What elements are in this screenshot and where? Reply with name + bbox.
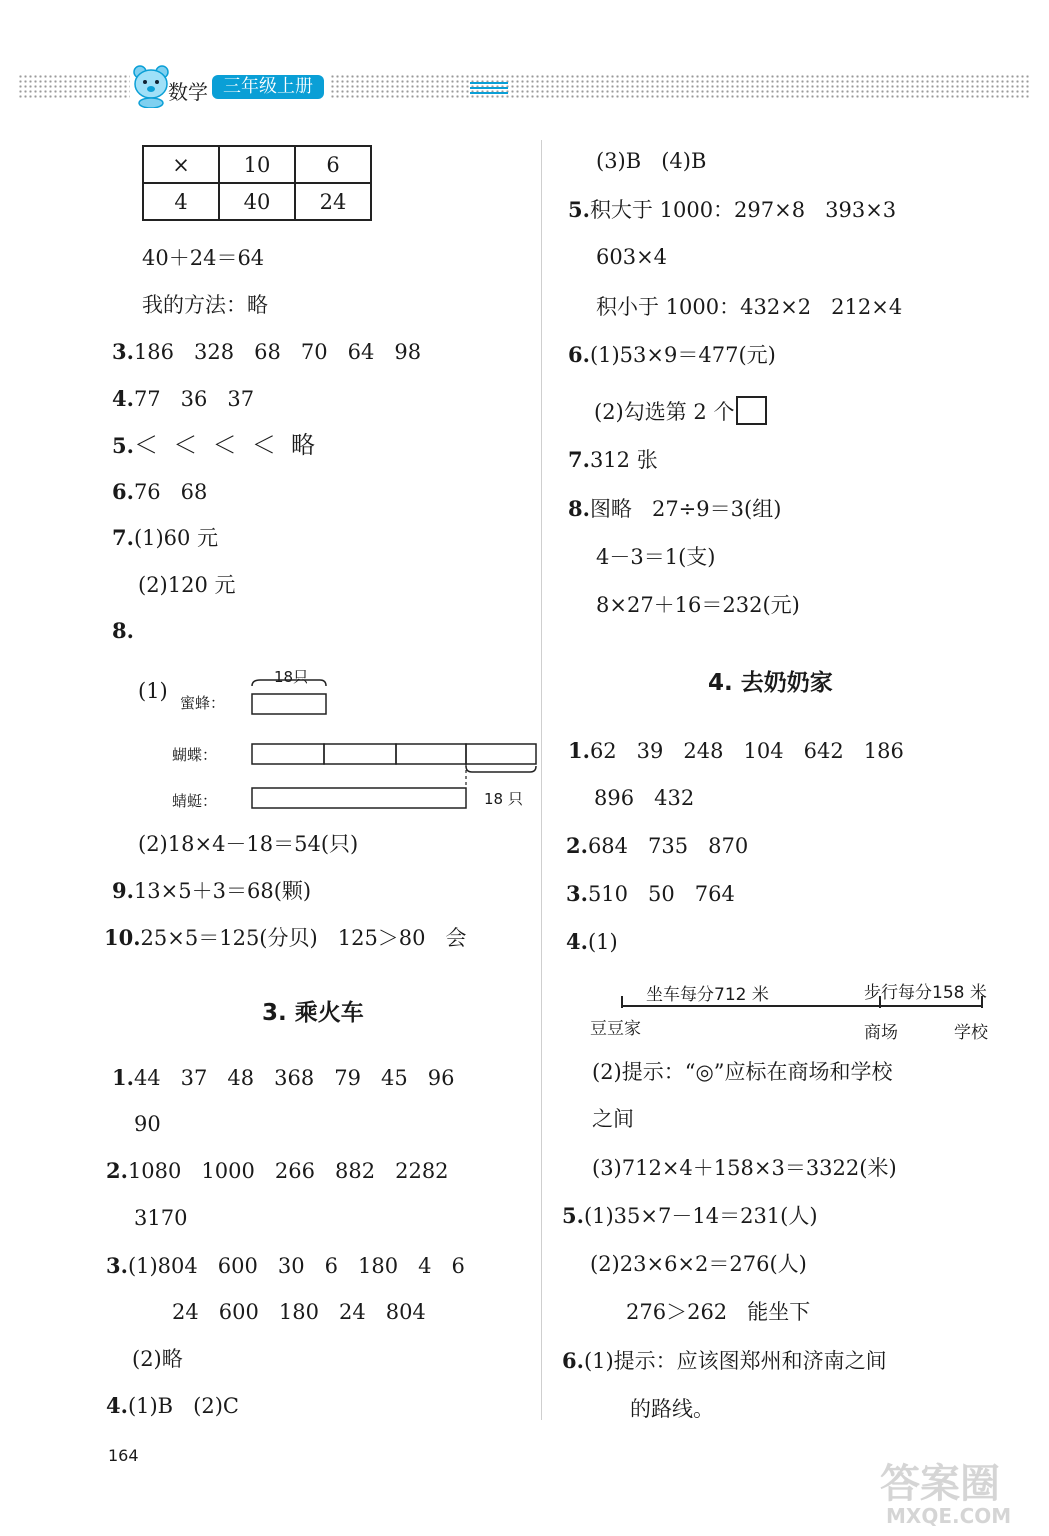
answer-line [138,572,236,598]
multiplication-table [142,145,372,221]
answer-line [596,148,706,174]
mall-label: 商场 [864,1023,898,1043]
answer-line [590,1251,807,1277]
answer-text: 4－3＝1(支) [596,545,716,569]
butterfly-bar-segment [466,744,536,764]
bee-label: 蜜蜂： [180,694,226,712]
question-number: 1. [568,738,590,763]
q8-part2: (2)18×4－18＝54(只) [138,832,359,856]
answer-text: 24 600 180 24 804 [172,1300,426,1324]
answer-line [566,929,618,955]
question-number: 7. [568,447,590,472]
answer-line [562,1348,887,1374]
answer-text: 8×27＋16＝232(元) [596,593,800,617]
answer-line [562,1203,818,1229]
answer-text: (3)712×4＋158×3＝3322(米) [592,1156,897,1180]
answer-line [104,925,467,951]
answer-text: 44 37 48 368 79 45 96 [133,1066,455,1090]
question-number: 6. [568,342,590,367]
question-number: 6. [562,1348,584,1373]
question-number: 6. [112,479,134,504]
answer-line [112,339,421,365]
answer-text: 62 39 248 104 642 186 [589,739,904,763]
answer-text: 76 68 [133,480,208,504]
answer-text: 276＞262 能坐下 [626,1300,811,1324]
car-speed-label: 坐车每分712 米 [646,985,769,1005]
answer-line [630,1396,714,1422]
page-number: 164 [108,1446,139,1465]
table-cell: × [143,146,219,183]
question-number: 4. [106,1393,128,1418]
answer-text: 图略 27÷9＝3(组) [589,497,782,521]
section-title: 4. 去奶奶家 [708,670,833,696]
butterfly-bar-segment [252,744,324,764]
page-header [0,60,1049,110]
section-title: 3. 乘火车 [262,1000,364,1026]
answer-line [568,342,776,368]
header-dot-pattern-left [18,74,130,100]
top-brace-label: 18只 [274,668,309,686]
header-stripes [470,82,508,96]
school-label: 学校 [954,1023,988,1043]
question-number: 10. [104,925,141,950]
answer-text: (2)略 [132,1347,183,1371]
answer-line [106,1253,465,1279]
answer-line [592,1155,897,1181]
question-number: 8. [112,618,134,643]
answer-text: 之间 [592,1107,634,1131]
answer-line [106,1158,449,1184]
question-number: 5. [562,1203,584,1228]
answer-line [112,525,218,551]
question-number: 5. [112,433,134,458]
answer-text: 684 735 870 [587,834,749,858]
butterfly-bar-segment [324,744,396,764]
answer-text: 186 328 68 70 64 98 [133,340,422,364]
header-dot-pattern-right [330,74,1030,100]
answer-checkbox [736,396,767,425]
answer-line [594,785,694,811]
question-number: 3. [106,1253,128,1278]
answer-line [568,447,658,473]
answer-text: 25×5＝125(分贝) 125＞80 会 [140,926,467,950]
answer-line [566,833,748,859]
answer-text: 3170 [134,1206,188,1230]
answer-text: (2)120 元 [138,573,236,597]
answer-line [596,294,902,320]
dragonfly-bar [252,788,466,808]
answer-line [596,544,715,570]
table-cell: 4 [143,183,219,220]
answer-text: 的路线。 [630,1397,714,1421]
walk-speed-label: 步行每分158 米 [864,983,987,1003]
answer-text: 积大于 1000：297×8 393×3 [589,198,897,222]
answer-line [112,1065,455,1091]
method-line: 我的方法：略 [142,293,268,317]
answer-text: 603×4 [596,245,668,269]
watermark-logo [880,1452,1040,1532]
sum-line: 40＋24＝64 [142,246,265,270]
bar-model-diagram [240,672,550,812]
answer-text: (1)60 元 [133,526,219,550]
answer-text: 77 36 37 [133,387,255,411]
answer-text: (1) [587,930,618,954]
butterfly-bar-segment [396,744,466,764]
answer-text: ＜ ＜ ＜ ＜ 略 [133,431,315,459]
answer-text: 510 50 764 [587,882,735,906]
route-line-diagram [612,994,992,1014]
butterfly-label: 蝴蝶： [172,746,218,764]
question-number: 5. [568,197,590,222]
answer-line [626,1299,810,1325]
bottom-brace-label: 18 只 [484,790,523,808]
answer-text: (2)提示：“◎”应标在商场和学校 [592,1060,893,1084]
answer-line [592,1059,893,1085]
answer-line [134,1205,187,1231]
answer-line [112,432,315,459]
answer-line [568,496,781,522]
question-number: 9. [112,878,134,903]
home-label: 豆豆家 [590,1019,641,1039]
grade-badge: 三年级上册 [212,75,324,99]
answer-text: (1)B (2)C [127,1394,239,1418]
question-number: 2. [566,833,588,858]
answer-text: 积小于 1000：432×2 212×4 [596,295,903,319]
answer-line [568,738,904,764]
answer-line [112,386,254,412]
answer-text: 312 张 [589,448,658,472]
watermark-main: 答案圈 [880,1461,1000,1507]
answer-line [134,1111,161,1137]
table-cell: 6 [295,146,371,183]
answer-line [566,881,735,907]
answer-text: 896 432 [594,786,695,810]
question-number: 8. [568,496,590,521]
answer-text: (2)23×6×2＝276(人) [590,1252,807,1276]
answer-line [132,1346,183,1372]
answer-text: (1)804 600 30 6 180 4 6 [127,1254,465,1278]
answer-text: 1080 1000 266 882 2282 [127,1159,449,1183]
answer-text: (1)53×9＝477(元) [589,343,776,367]
answer-text: (1)提示：应该图郑州和济南之间 [583,1349,887,1373]
watermark-sub: MXQE.COM [886,1504,1012,1528]
answer-text: (1)35×7－14＝231(人) [583,1204,818,1228]
answer-line [594,396,767,425]
bottom-brace [466,766,536,772]
bee-bar [252,694,326,714]
question-number: 4. [112,386,134,411]
dragonfly-label: 蜻蜓： [172,792,218,810]
table-row [143,183,371,220]
answer-line [112,618,134,644]
answer-line [112,878,311,904]
table-cell: 40 [219,183,295,220]
question-number: 3. [566,881,588,906]
answer-line [172,1299,426,1325]
answer-line [596,592,800,618]
answer-text: (2)勾选第 2 个 [594,400,735,424]
answer-line [596,244,667,270]
answer-text: 13×5＋3＝68(颗) [133,879,312,903]
answer-line [112,479,207,505]
answer-line [106,1393,239,1419]
table-cell: 10 [219,146,295,183]
answer-line [592,1106,634,1132]
q8-part1-label: (1) [138,679,168,703]
question-number: 7. [112,525,134,550]
top-brace [252,680,326,686]
answer-text: (3)B (4)B [596,149,707,173]
question-number: 3. [112,339,134,364]
answer-line [568,197,896,223]
question-number: 1. [112,1065,134,1090]
table-row [143,146,371,183]
question-number: 2. [106,1158,128,1183]
subject-label: 数学 [168,80,208,104]
question-number: 4. [566,929,588,954]
answer-text: 90 [134,1112,161,1136]
table-cell: 24 [295,183,371,220]
